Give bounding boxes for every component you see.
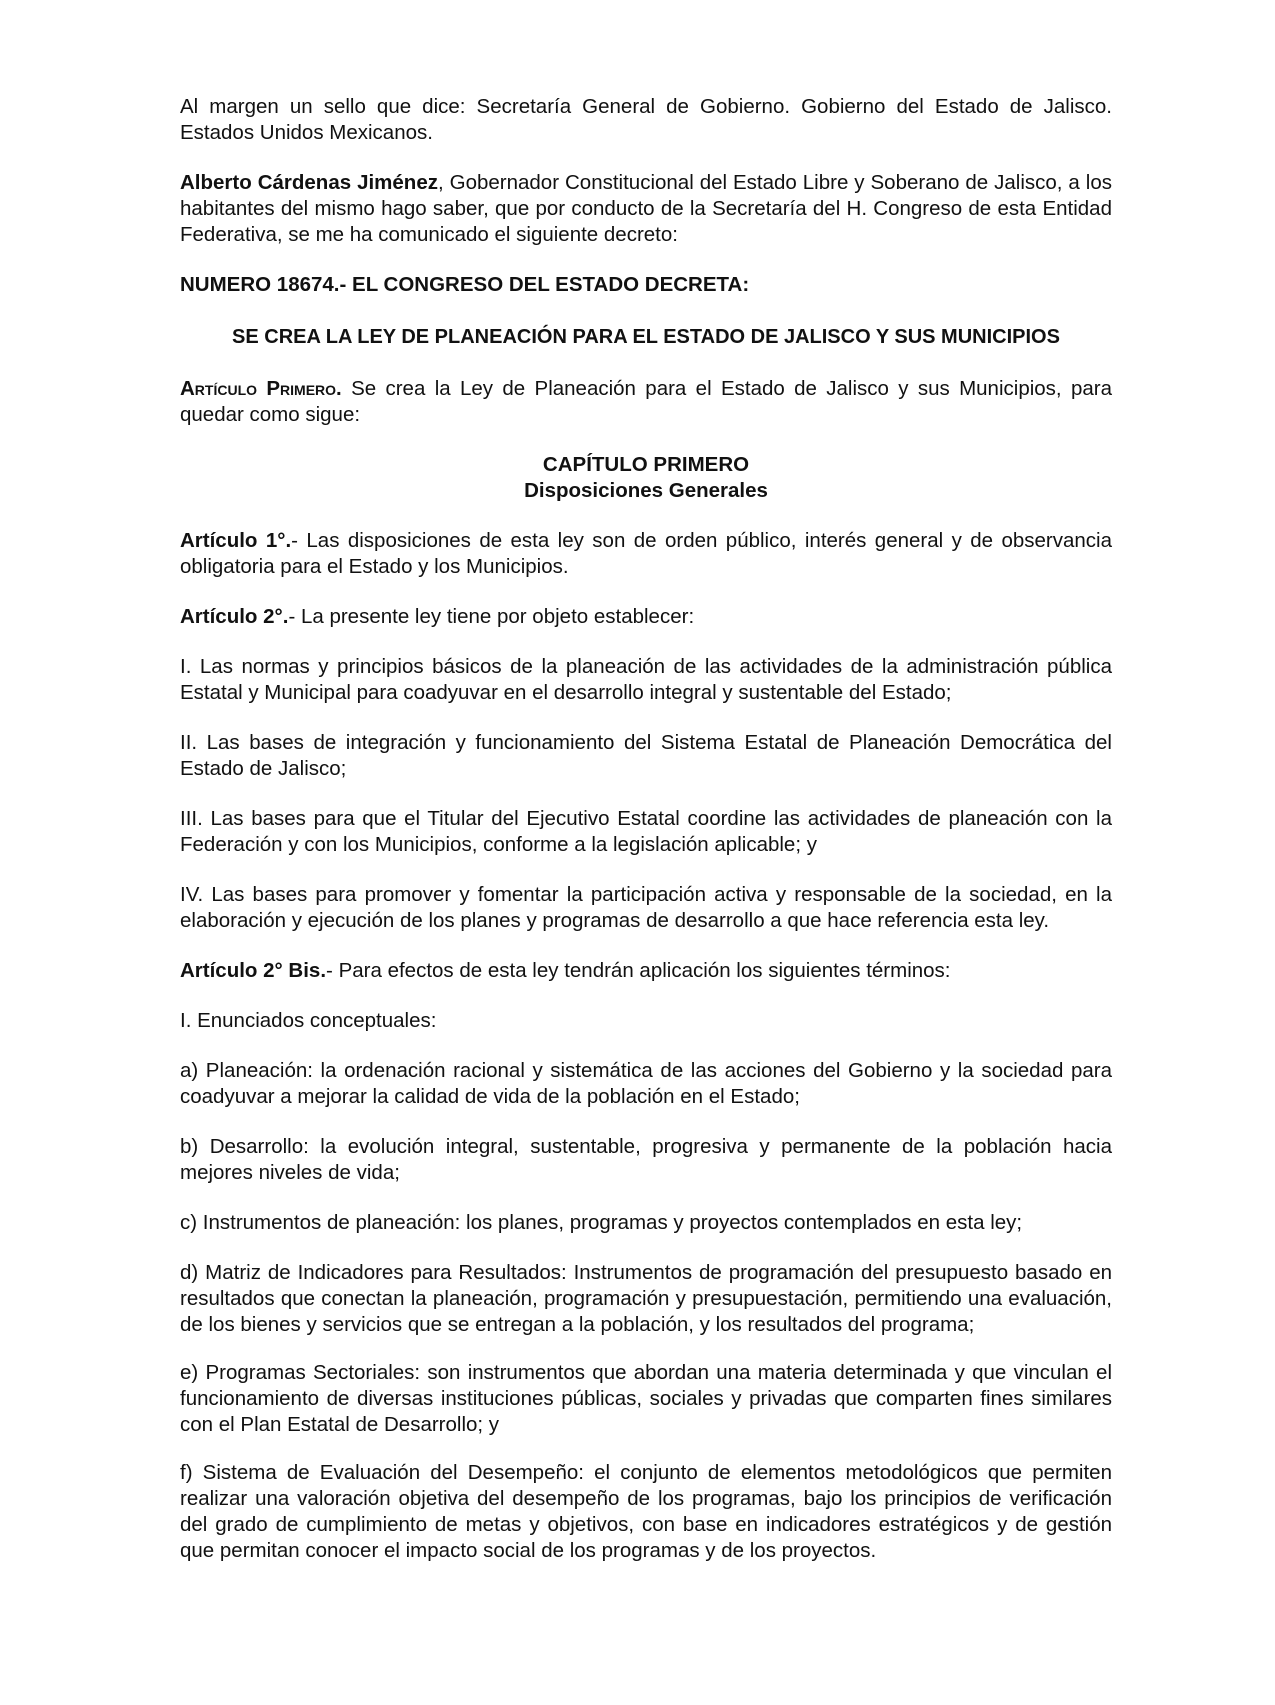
article-1-label: Artículo 1°.: [180, 529, 292, 552]
chapter-subtitle: Disposiciones Generales: [524, 479, 768, 502]
article-2-bis-text: - Para efectos de esta ley tendrán aplicación los siguientes términos:: [326, 959, 951, 982]
article-2-item: III. Las bases para que el Titular del Ejecutivo Estatal coordine las actividades de planeación con la Federación y con los Municipios, conforme a la legislación aplicable; y: [180, 807, 1112, 856]
definition-item: d) Matriz de Indicadores para Resultados: Instrumentos de programación del presupuesto basado en resultados que conectan la planeación, programación y presupuestación, permitiendo una evaluación, de los bienes y servicios que se entregan a la población, y los resultados del programa;: [180, 1261, 1112, 1336]
chapter-title: CAPÍTULO PRIMERO: [542, 453, 750, 476]
governor-text: , Gobernador Constitucional del Estado Libre y Soberano de Jalisco, a los habitantes del mismo hago saber, que por conducto de la Secretaría del H. Congreso de esta Entidad Federativa, se me ha comunicado el siguiente decreto:: [180, 171, 1112, 246]
definition-item: a) Planeación: la ordenación racional y sistemática de las acciones del Gobierno y la sociedad para coadyuvar a mejorar la calidad de vida de la población en el Estado;: [180, 1059, 1112, 1108]
seal-note: Al margen un sello que dice: Secretaría General de Gobierno. Gobierno del Estado de Jalisco. Estados Unidos Mexicanos.: [180, 95, 1112, 144]
article-2-text: - La presente ley tiene por objeto establecer:: [288, 605, 695, 628]
article-2-item: I. Las normas y principios básicos de la planeación de las actividades de la administración pública Estatal y Municipal para coadyuvar en el desarrollo integral y sustentable del Estado;: [180, 655, 1112, 704]
governor-paragraph: [180, 170, 1112, 248]
definition-item: f) Sistema de Evaluación del Desempeño: el conjunto de elementos metodológicos que permiten realizar una valoración objetiva del desempeño de los programas, bajo los principios de verificación del grado de cumplimiento de metas y objetivos, con base en indicadores estratégicos y de gestión que permitan conocer el impacto social de los programas y de los proyectos.: [180, 1461, 1112, 1562]
article-2: [180, 604, 1112, 630]
article-2-bis-section: I. Enunciados conceptuales:: [180, 1009, 437, 1032]
article-primero: [180, 376, 1112, 428]
document-page: [180, 94, 1112, 1586]
law-heading: SE CREA LA LEY DE PLANEACIÓN PARA EL ESTADO DE JALISCO Y SUS MUNICIPIOS: [232, 326, 1060, 348]
article-1: [180, 528, 1112, 580]
definition-item: c) Instrumentos de planeación: los planes, programas y proyectos contemplados en esta ley;: [180, 1211, 1023, 1234]
definition-item: b) Desarrollo: la evolución integral, sustentable, progresiva y permanente de la población hacia mejores niveles de vida;: [180, 1135, 1112, 1184]
article-2-label: Artículo 2°.: [180, 605, 289, 628]
article-2-bis: [180, 958, 1112, 984]
article-2-item: IV. Las bases para promover y fomentar la participación activa y responsable de la sociedad, en la elaboración y ejecución de los planes y programas de desarrollo a que hace referencia esta ley.: [180, 883, 1112, 932]
article-2-bis-label: Artículo 2° Bis.: [180, 959, 327, 982]
article-primero-text: Se crea la Ley de Planeación para el Estado de Jalisco y sus Municipios, para quedar como sigue:: [180, 377, 1112, 426]
chapter-heading: [180, 452, 1112, 504]
governor-name: Alberto Cárdenas Jiménez: [180, 171, 438, 194]
article-primero-label: Artículo Primero.: [180, 377, 342, 400]
decree-heading: NUMERO 18674.- EL CONGRESO DEL ESTADO DECRETA:: [180, 273, 750, 296]
definition-item: e) Programas Sectoriales: son instrumentos que abordan una materia determinada y que vinculan el funcionamiento de diversas instituciones públicas, sociales y privadas que comparten fines similares con el Plan Estatal de Desarrollo; y: [180, 1361, 1112, 1436]
article-2-item: II. Las bases de integración y funcionamiento del Sistema Estatal de Planeación Democrática del Estado de Jalisco;: [180, 731, 1112, 780]
article-1-text: - Las disposiciones de esta ley son de orden público, interés general y de observancia obligatoria para el Estado y los Municipios.: [180, 529, 1112, 578]
